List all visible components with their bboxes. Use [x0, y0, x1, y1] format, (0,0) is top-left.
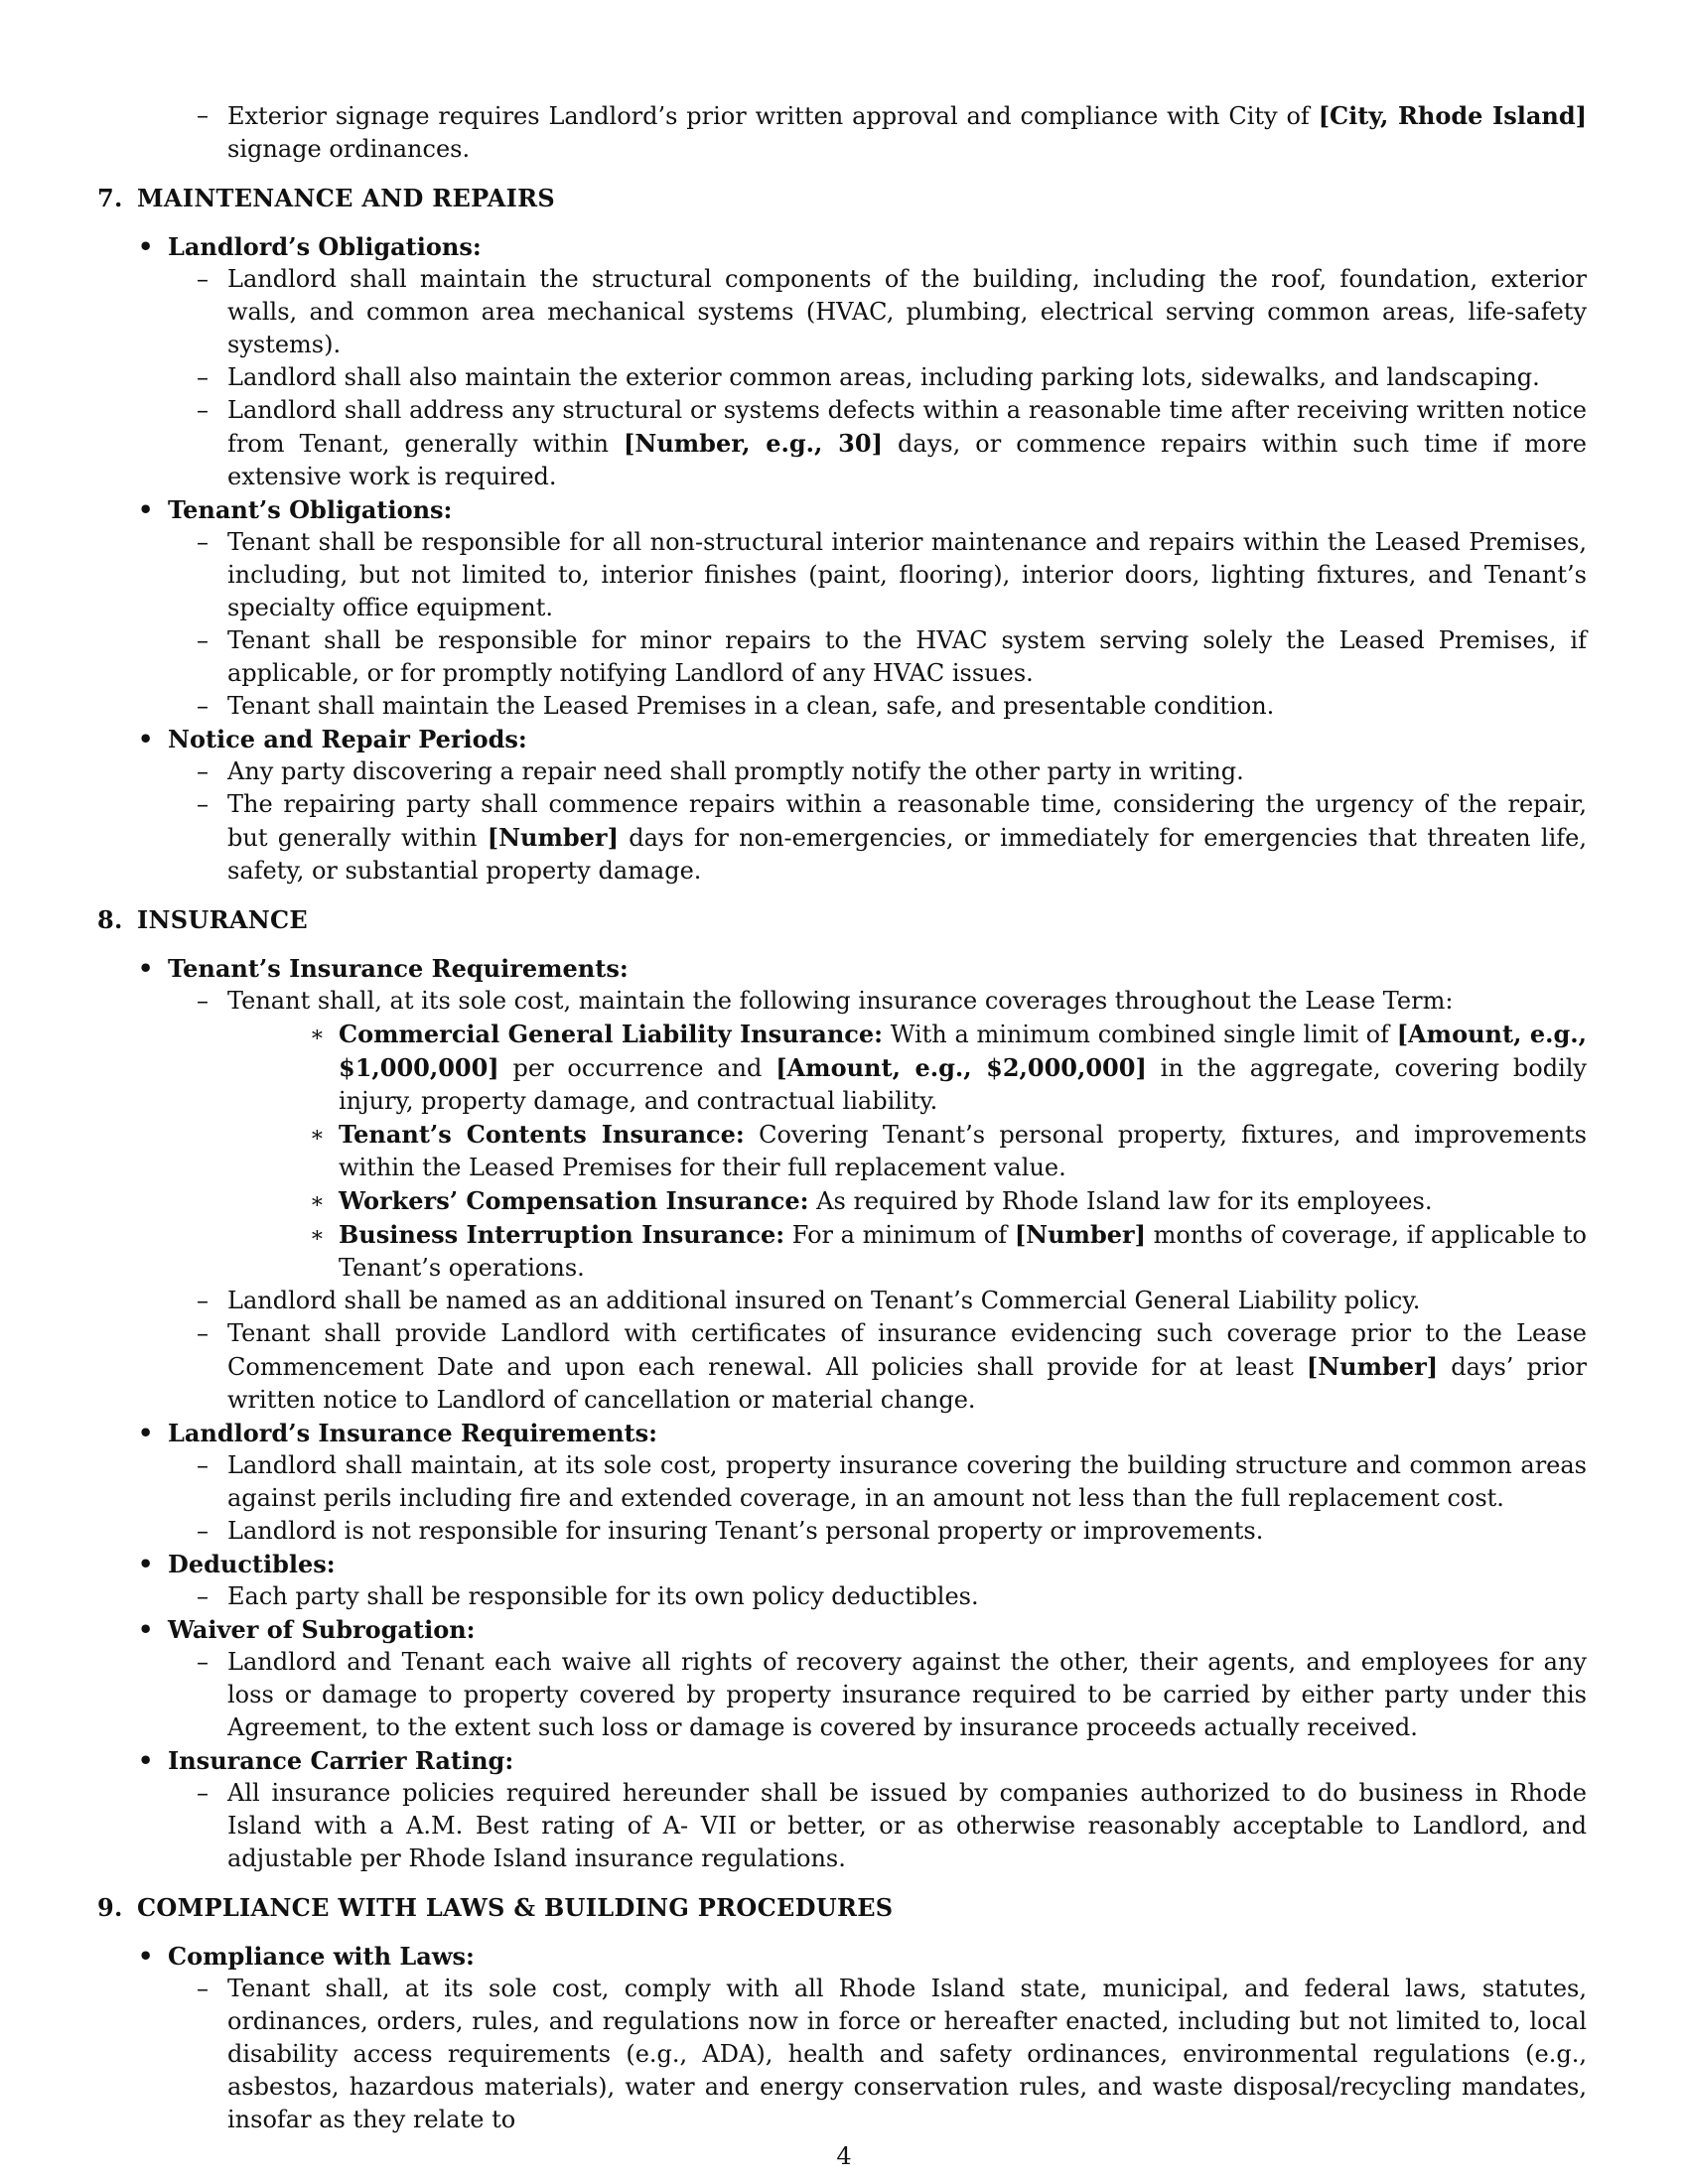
text: in the aggregate, covering bodily injury, property damage, and contractual liability. — [339, 1054, 1587, 1115]
text: Tenant shall provide Landlord with certificates of insurance evidencing such coverage prior to the Lease Commencement Date and upon each renewal. All policies shall provide for at least — [227, 1319, 1587, 1381]
signage-item — [97, 99, 1587, 166]
section-number: 8. — [97, 905, 123, 934]
bullet-heading: • Tenant’s Insurance Requirements: — [97, 952, 1587, 985]
list-item: – Tenant shall, at its sole cost, maintain the following insurance coverages throughout the Lease Term: — [97, 985, 1587, 1018]
placeholder-field: [Number] — [1306, 1352, 1439, 1381]
placeholder-field: [City, Rhode Island] — [1318, 101, 1588, 130]
bullet-heading: • Waiver of Subrogation: — [97, 1613, 1587, 1646]
section-title: INSURANCE — [137, 905, 309, 934]
placeholder-field: [Number] — [487, 823, 619, 852]
text: Landlord shall address any structural or systems defects within a reasonable time after receiving written notice from Tenant, generally within — [227, 396, 1587, 458]
list-item: – All insurance policies required hereunder shall be issued by companies authorized to do business in Rhode Island with a A.M. Best rating of A- VII or better, or as otherwise reasonably acceptable to Landlord, and adjustable per Rhode Island insurance regulations. — [97, 1777, 1587, 1875]
page-number: 4 — [836, 2142, 852, 2170]
text: The repairing party shall commence repairs within a reasonable time, considering the urgency of the repair, but generally within — [227, 790, 1587, 852]
placeholder-field: [Amount, e.g., $1,000,000] — [339, 1020, 1587, 1082]
text: per occurrence and — [498, 1054, 776, 1082]
item-label: Tenant’s Contents Insurance: — [339, 1120, 745, 1149]
list-item: – Landlord is not responsible for insuring Tenant’s personal property or improvements. — [97, 1515, 1587, 1548]
bullet-heading: • Landlord’s Insurance Requirements: — [97, 1417, 1587, 1449]
bullet-heading: • Deductibles: — [97, 1548, 1587, 1580]
list-item: – Tenant shall be responsible for minor repairs to the HVAC system serving solely the Leased Premises, if applicable, or for promptly notifying Landlord of any HVAC issues. — [97, 624, 1587, 690]
section-title: MAINTENANCE AND REPAIRS — [137, 184, 556, 212]
section-heading-9 — [97, 1891, 1587, 1924]
text: As required by Rhode Island law for its employees. — [808, 1187, 1433, 1215]
section-heading-7 — [97, 182, 1587, 214]
bullet-heading: • Notice and Repair Periods: — [97, 723, 1587, 755]
list-item: – Landlord shall maintain, at its sole cost, property insurance covering the building structure and common areas against perils including fire and extended coverage, in an amount not less than the full replacement cost. — [97, 1449, 1587, 1515]
text: signage ordinances. — [227, 135, 471, 163]
bullet-heading: • Insurance Carrier Rating: — [97, 1744, 1587, 1777]
text: days for non-emergencies, or immediately for emergencies that threaten life, safety, or substantial property damage. — [227, 824, 1587, 885]
bullet-heading: • Landlord’s Obligations: — [97, 230, 1587, 263]
item-label: Workers’ Compensation Insurance: — [339, 1186, 809, 1215]
list-item: – Tenant shall, at its sole cost, comply with all Rhode Island state, municipal, and federal laws, statutes, ordinances, orders, rules, and regulations now in force or hereafter enacted, including but not limited to, local disability access requirements (e.g., ADA), health and safety ordinances, environmental regulations (e.g., asbestos, hazardous materials), water and energy conservation rules, and waste disposal/recycling mandates, insofar as they relate to — [97, 1973, 1587, 2136]
list-item: – Tenant shall maintain the Leased Premises in a clean, safe, and presentable condition. — [97, 690, 1587, 723]
text: With a minimum combined single limit of — [883, 1021, 1397, 1048]
sub-list-item — [97, 1118, 1587, 1184]
list-item: – Landlord shall maintain the structural components of the building, including the roof, foundation, exterior walls, and common area mechanical systems (HVAC, plumbing, electrical serving common areas, life-safety systems). — [97, 263, 1587, 361]
section-title: COMPLIANCE WITH LAWS & BUILDING PROCEDURES — [137, 1893, 894, 1922]
list-item: – Landlord shall be named as an additional insured on Tenant’s Commercial General Liability policy. — [97, 1285, 1587, 1317]
bullet-heading: • Compliance with Laws: — [97, 1940, 1587, 1973]
list-item: – Landlord and Tenant each waive all rights of recovery against the other, their agents, and employees for any loss or damage to property covered by property insurance required to be carried by either party under this Agreement, to the extent such loss or damage is covered by insurance proceeds actually received. — [97, 1646, 1587, 1744]
item-label: Business Interruption Insurance: — [339, 1220, 785, 1249]
item-label: Commercial General Liability Insurance: — [339, 1020, 884, 1048]
section-number: 9. — [97, 1893, 123, 1922]
sub-list-item — [97, 1218, 1587, 1285]
bullet-heading: • Tenant’s Obligations: — [97, 493, 1587, 526]
sub-list-item — [97, 1184, 1587, 1218]
list-item: – Landlord shall also maintain the exterior common areas, including parking lots, sidewalks, and landscaping. — [97, 361, 1587, 394]
text: Exterior signage requires Landlord’s prior written approval and compliance with City of — [227, 102, 1319, 130]
list-item — [97, 1317, 1587, 1417]
text: days’ prior written notice to Landlord of cancellation or material change. — [227, 1353, 1587, 1414]
text: months of coverage, if applicable to Tenant’s operations. — [339, 1221, 1587, 1282]
sub-list-item — [97, 1018, 1587, 1118]
placeholder-field: [Number] — [1014, 1220, 1146, 1249]
placeholder-field: [Amount, e.g., $2,000,000] — [775, 1053, 1147, 1082]
list-item: – Tenant shall be responsible for all non-structural interior maintenance and repairs within the Leased Premises, including, but not limited to, interior finishes (paint, flooring), interior doors, lighting fixtures, and Tenant’s specialty office equipment. — [97, 526, 1587, 624]
section-number: 7. — [97, 184, 123, 212]
section-heading-8 — [97, 903, 1587, 936]
page-content — [97, 99, 1587, 2136]
text: Covering Tenant’s personal property, fixtures, and improvements within the Leased Premises for their full replacement value. — [339, 1121, 1587, 1181]
text: days, or commence repairs within such time if more extensive work is required. — [227, 430, 1588, 490]
list-item — [97, 788, 1587, 887]
placeholder-field: [Number, e.g., 30] — [624, 429, 883, 458]
list-item — [97, 394, 1587, 493]
list-item: – Any party discovering a repair need shall promptly notify the other party in writing. — [97, 755, 1587, 788]
list-item: – Each party shall be responsible for its own policy deductibles. — [97, 1580, 1587, 1613]
text: For a minimum of — [784, 1221, 1015, 1249]
